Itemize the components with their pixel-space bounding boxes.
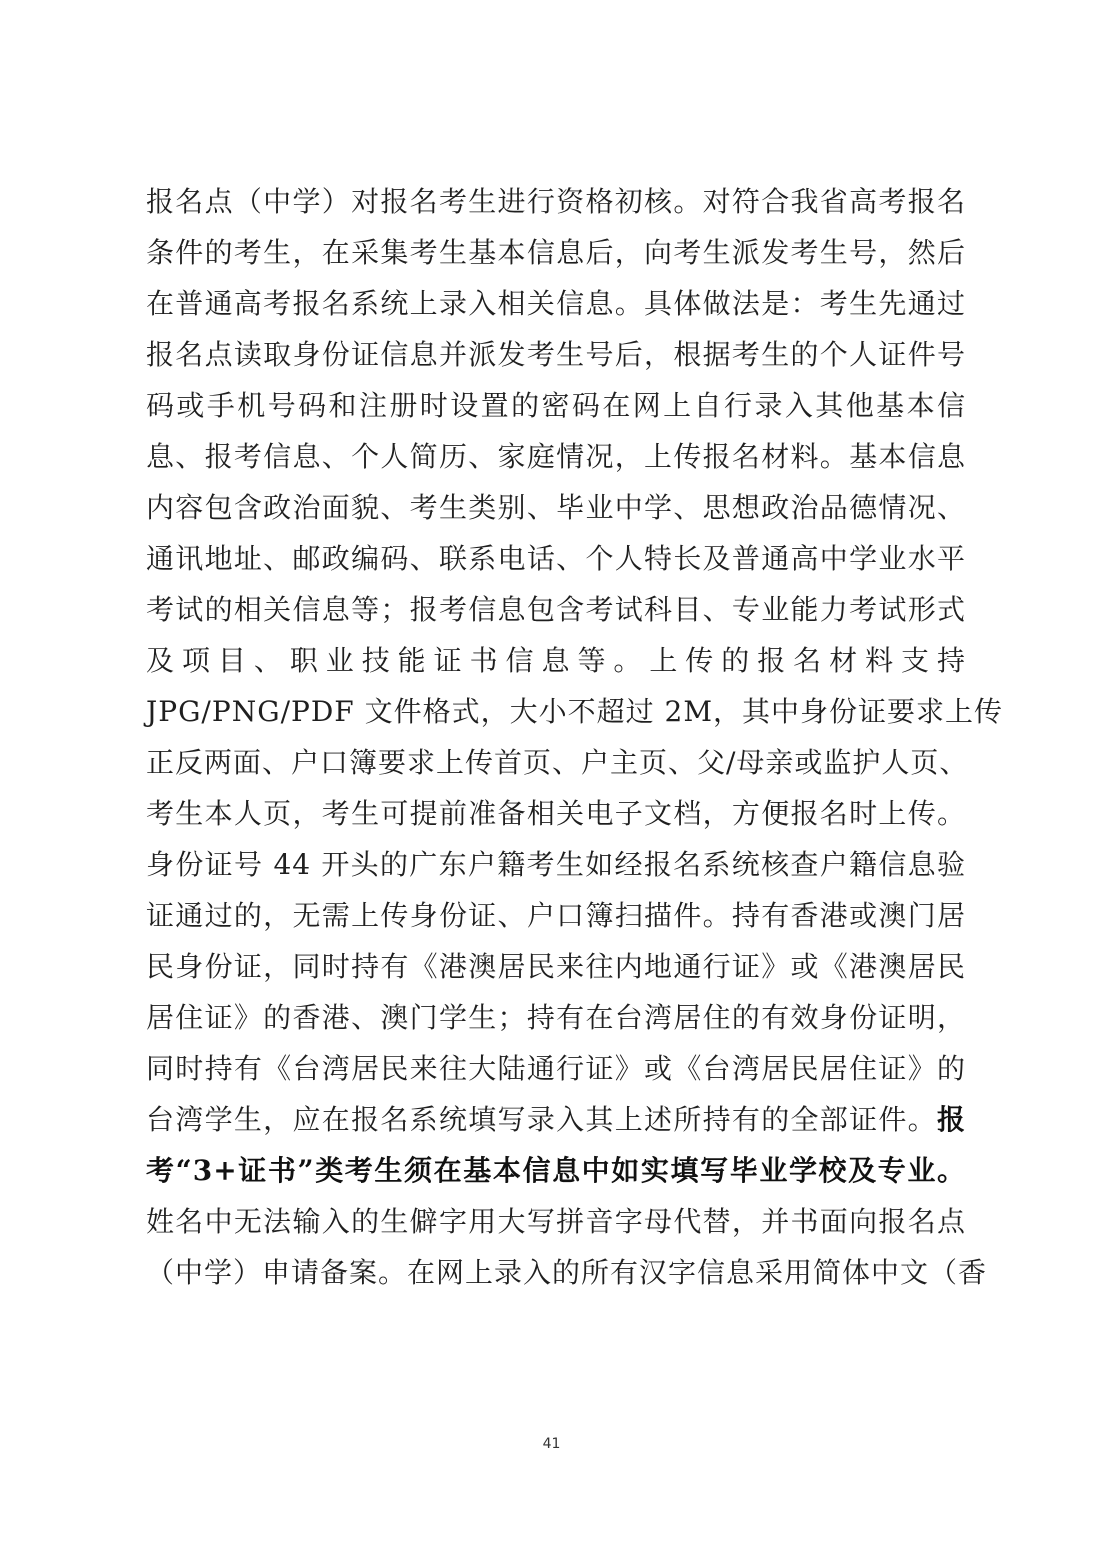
- text-line-9: 考试的相关信息等；报考信息包含考试科目、专业能力考试形式: [146, 593, 966, 626]
- text-line-17: 居住证》的香港、澳门学生；持有在台湾居住的有效身份证明，: [146, 1001, 966, 1034]
- text-line-5: 码或手机号码和注册时设置的密码在网上自行录入其他基本信: [146, 389, 966, 422]
- text-line-3: 在普通高考报名系统上录入相关信息。具体做法是：考生先通过: [146, 287, 966, 320]
- text-line-11: JPG/PNG/PDF 文件格式，大小不超过 2M，其中身份证要求上传: [146, 695, 1004, 728]
- text-line-19-bold: 报: [936, 1103, 966, 1136]
- text-line-14: 身份证号 44 开头的广东户籍考生如经报名系统核查户籍信息验: [146, 848, 966, 881]
- text-line-20-bold: 考“3+证书”类考生须在基本信息中如实填写毕业学校及专业。: [146, 1154, 966, 1187]
- text-line-22: （中学）申请备案。在网上录入的所有汉字信息采用简体中文（香: [146, 1256, 988, 1289]
- text-line-1: 报名点（中学）对报名考生进行资格初核。对符合我省高考报名: [146, 185, 966, 218]
- text-line-8: 通讯地址、邮政编码、联系电话、个人特长及普通高中学业水平: [146, 542, 966, 575]
- text-line-10: 及项目、职业技能证书信息等。上传的报名材料支持: [146, 644, 966, 677]
- text-line-6: 息、报考信息、个人简历、家庭情况，上传报名材料。基本信息: [146, 440, 966, 473]
- text-line-19: [146, 1094, 966, 1145]
- text-line-16: 民身份证，同时持有《港澳居民来往内地通行证》或《港澳居民: [146, 950, 966, 983]
- text-line-19-normal: 台湾学生，应在报名系统填写录入其上述所持有的全部证件。: [146, 1103, 937, 1136]
- text-line-2: 条件的考生，在采集考生基本信息后，向考生派发考生号，然后: [146, 236, 966, 269]
- page-number: 41: [542, 1436, 561, 1452]
- text-line-15: 证通过的，无需上传身份证、户口簿扫描件。持有香港或澳门居: [146, 899, 966, 932]
- text-line-18: 同时持有《台湾居民来往大陆通行证》或《台湾居民居住证》的: [146, 1052, 966, 1085]
- text-line-21: 姓名中无法输入的生僻字用大写拼音字母代替，并书面向报名点: [146, 1205, 966, 1238]
- text-line-7: 内容包含政治面貌、考生类别、毕业中学、思想政治品德情况、: [146, 491, 966, 524]
- text-line-13: 考生本人页，考生可提前准备相关电子文档，方便报名时上传。: [146, 797, 966, 830]
- text-line-12: 正反两面、户口簿要求上传首页、户主页、父/母亲或监护人页、: [146, 746, 969, 779]
- body-text: [146, 176, 1004, 1298]
- text-line-4: 报名点读取身份证信息并派发考生号后，根据考生的个人证件号: [146, 338, 966, 371]
